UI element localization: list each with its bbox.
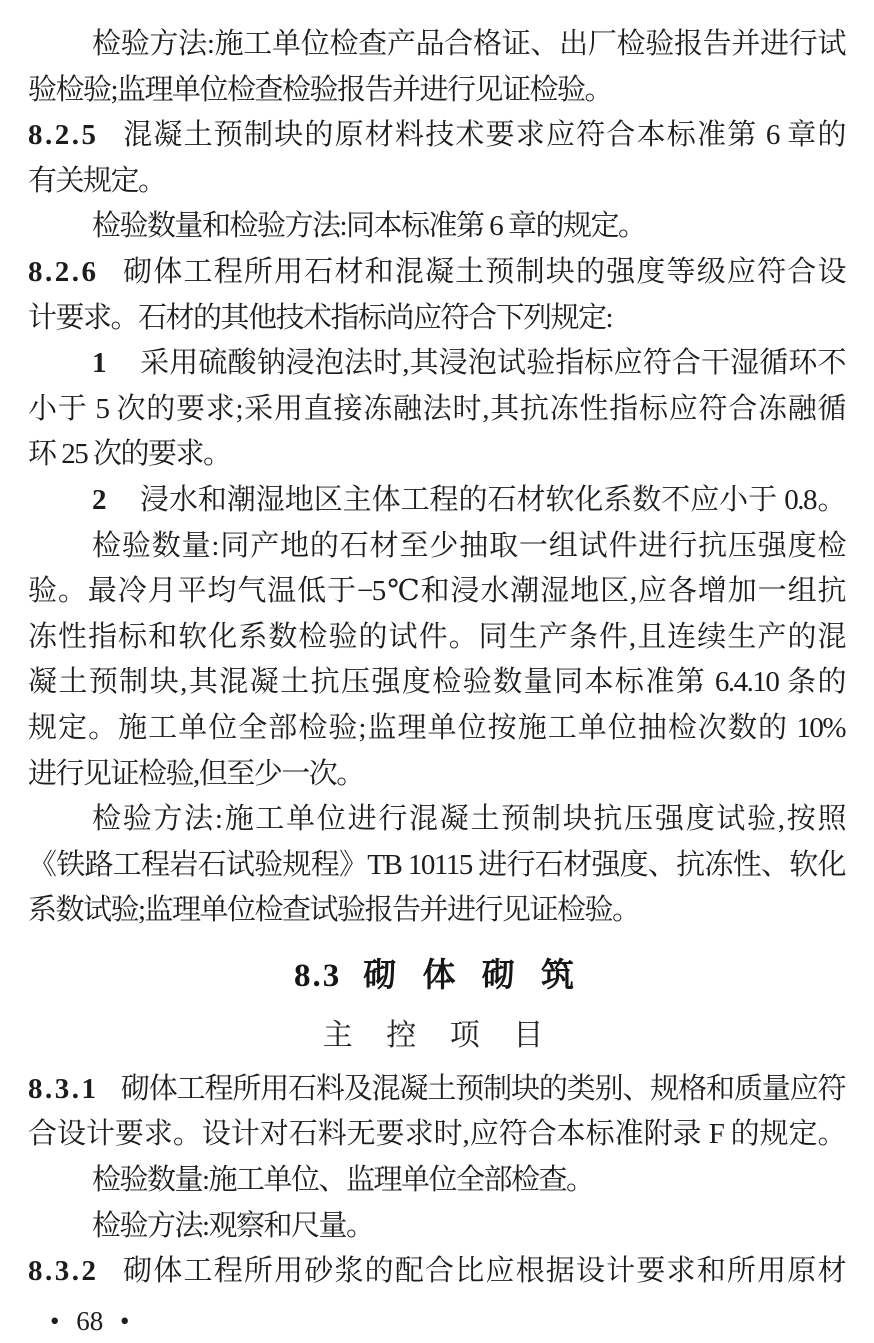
document-line <box>28 752 845 798</box>
document-line <box>28 1249 845 1295</box>
document-line <box>28 204 845 250</box>
document-line <box>28 22 845 68</box>
line-text: 验。最冷月平均气温低于−5℃和浸水潮湿地区,应各增加一组抗 <box>28 575 845 608</box>
document-line <box>28 797 845 843</box>
line-text: 浸水和潮湿地区主体工程的石材软化系数不应小于 0.8。 <box>138 483 845 516</box>
document-line <box>28 296 845 342</box>
document-line <box>28 341 845 387</box>
line-text: 环 25 次的要求。 <box>28 438 231 471</box>
line-text: 检验方法:施工单位进行混凝土预制块抗压强度试验,按照 <box>92 803 845 836</box>
line-text: 验检验;监理单位检查检验报告并进行见证检验。 <box>28 73 613 106</box>
document-line <box>28 660 845 706</box>
line-text: 小于 5 次的要求;采用直接冻融法时,其抗冻性指标应符合冻融循 <box>28 392 845 425</box>
line-text: 检验方法:施工单位检查产品合格证、出厂检验报告并进行试 <box>92 28 845 60</box>
document-line <box>28 1204 845 1250</box>
line-text: 规定。施工单位全部检验;监理单位按施工单位抽检次数的 10% <box>28 711 845 744</box>
document-line <box>28 478 845 524</box>
line-text: 凝土预制块,其混凝土抗压强度检验数量同本标准第 6.4.10 条的 <box>28 666 845 699</box>
line-text: 检验数量:施工单位、监理单位全部检查。 <box>92 1164 594 1197</box>
line-text: 砌体工程所用砂浆的配合比应根据设计要求和所用原材 <box>120 1255 845 1288</box>
line-text: 检验数量和检验方法:同本标准第 6 章的规定。 <box>92 210 646 243</box>
document-line <box>28 1067 845 1113</box>
document-line <box>28 888 845 934</box>
line-text: 有关规定。 <box>28 164 166 197</box>
document-line <box>28 432 845 478</box>
document-line <box>28 843 845 889</box>
clause-number: 8.3.1 <box>28 1072 99 1105</box>
document-line <box>28 387 845 433</box>
list-item-number: 1 <box>92 347 107 380</box>
document-line <box>28 1112 845 1158</box>
line-text: 检验方法:观察和尺量。 <box>92 1209 374 1242</box>
section-heading-number: 8.3 <box>294 957 342 994</box>
section-heading-title: 砌 体 砌 筑 <box>363 957 579 994</box>
clause-number: 8.3.2 <box>28 1255 99 1288</box>
list-item-number: 2 <box>92 483 107 516</box>
line-text: 检验数量:同产地的石材至少抽取一组试件进行抗压强度检 <box>92 529 845 562</box>
section-heading <box>28 954 845 999</box>
clause-number: 8.2.5 <box>28 119 99 152</box>
line-text: 冻性指标和软化系数检验的试件。同生产条件,且连续生产的混 <box>28 620 845 653</box>
document-line <box>28 1158 845 1204</box>
document-line <box>28 250 845 296</box>
line-text: 采用硫酸钠浸泡法时,其浸泡试验指标应符合干湿循环不 <box>138 347 845 380</box>
line-text: 系数试验;监理单位检查试验报告并进行见证检验。 <box>28 894 640 927</box>
line-text: 混凝土预制块的原材料技术要求应符合本标准第 6 章的 <box>120 119 845 152</box>
document-line <box>28 113 845 159</box>
document-line <box>28 68 845 114</box>
line-text: 进行见证检验,但至少一次。 <box>28 757 364 790</box>
line-text: 《铁路工程岩石试验规程》TB 10115 进行石材强度、抗冻性、软化 <box>28 848 845 881</box>
document-line <box>28 706 845 752</box>
document-line <box>28 615 845 661</box>
line-text: 合设计要求。设计对石料无要求时,应符合本标准附录 F 的规定。 <box>28 1118 845 1151</box>
line-text: 计要求。石材的其他技术指标尚应符合下列规定: <box>28 301 613 334</box>
page-number: • 68 • <box>50 1305 130 1336</box>
line-text: 砌体工程所用石材和混凝土预制块的强度等级应符合设 <box>120 255 845 288</box>
document-line <box>28 159 845 205</box>
document-line <box>28 524 845 570</box>
clause-number: 8.2.6 <box>28 255 99 288</box>
document-line <box>28 569 845 615</box>
line-text: 砌体工程所用石料及混凝土预制块的类别、规格和质量应符 <box>120 1072 845 1105</box>
subheading-main-control-items: 主 控 项 目 <box>322 1018 551 1052</box>
